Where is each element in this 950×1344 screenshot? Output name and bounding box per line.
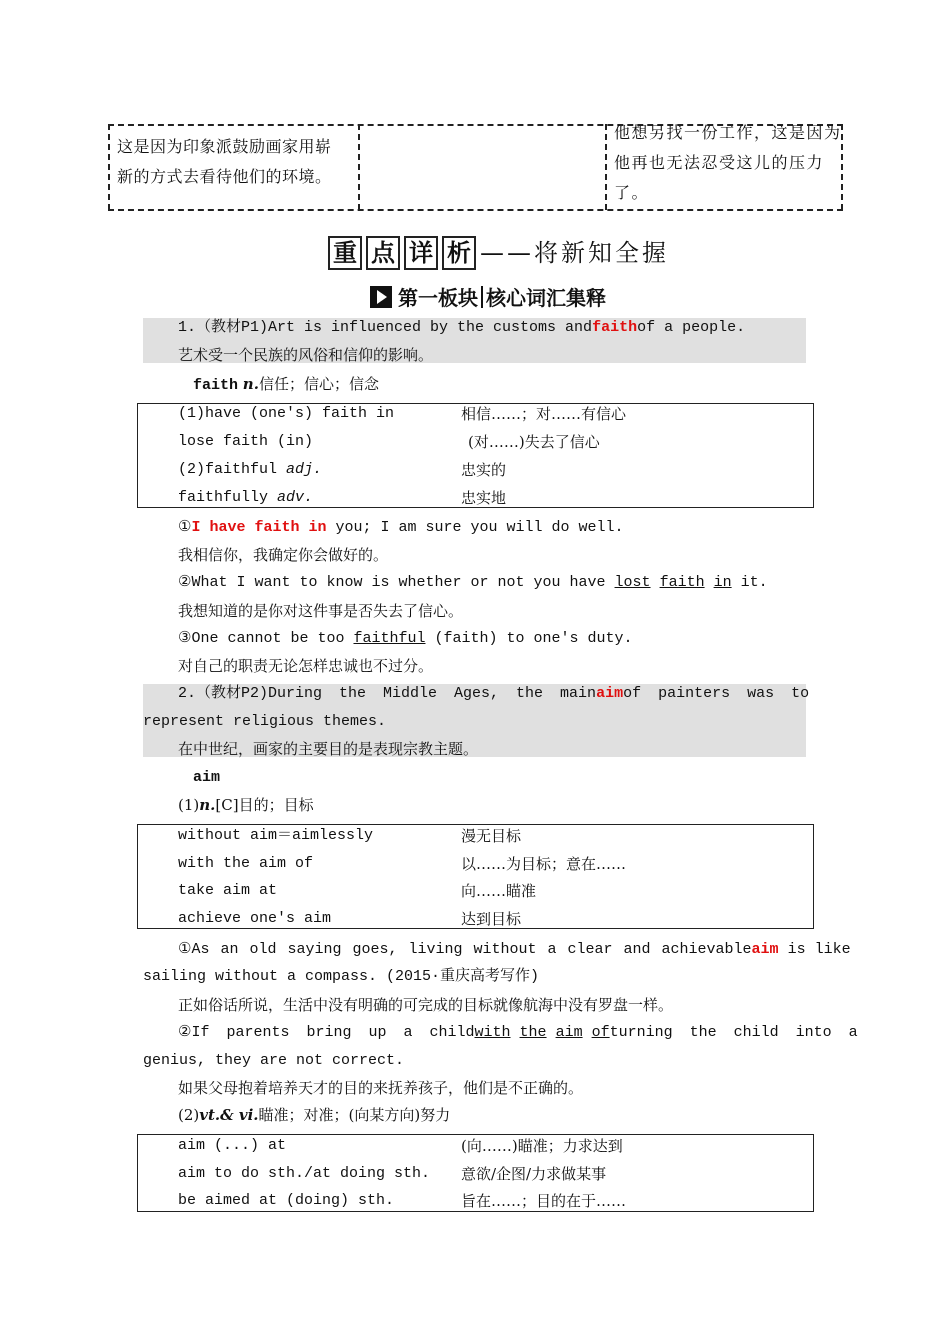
item1-translation: 艺术受一个民族的风俗和信仰的影响。: [178, 346, 434, 364]
item2-source-line1: 2.（教材P2)During the Middle Ages, the main aimof painters was to: [178, 685, 810, 702]
phrase-en: aim (...) at: [178, 1137, 287, 1154]
item1-keyword: faith: [592, 319, 638, 336]
right-cell-line: 他想另找一份工作，这是因为: [614, 123, 842, 142]
item2-example1-line1: ①As an old saying goes, living without a clear and achievable aim is like: [178, 941, 851, 958]
item2-example1-line2: sailing without a compass. (2015·重庆高考写作): [143, 968, 540, 985]
table-divider-1: [358, 124, 360, 210]
phrase-zh: 向……瞄准: [461, 882, 537, 900]
phrase-en: take aim at: [178, 882, 278, 899]
phrase-zh: 忠实地: [461, 489, 507, 507]
item2-source-line2: represent religious themes.: [143, 713, 387, 730]
phrase-zh: 漫无目标: [461, 827, 522, 845]
heading-rest: ——将新知全握: [480, 239, 669, 267]
item2-sense1: (1)n.[C]目的；目标: [178, 796, 314, 814]
phrase-en: lose faith (in): [178, 433, 314, 450]
phrase-zh: 意欲/企图/力求做某事: [461, 1165, 607, 1183]
left-cell-line: 这是因为印象派鼓励画家用崭: [117, 137, 332, 156]
sub-heading-part2: 核心词汇集释: [486, 286, 606, 310]
sub-heading: [370, 284, 606, 312]
item1-example3-zh: 对自己的职责无论怎样忠诚也不过分。: [178, 657, 434, 675]
phrase-zh: 相信……；对……有信心: [461, 405, 627, 423]
phrase-zh: 以……为目标；意在……: [461, 855, 627, 873]
play-icon: [370, 286, 392, 308]
left-cell: [117, 132, 332, 192]
right-cell-line: 了。: [614, 183, 650, 202]
phrase-en: (2)faithful adj.: [178, 461, 323, 478]
item1-example1-zh: 我相信你，我确定你会做好的。: [178, 546, 389, 564]
sub-heading-part1: 第一板块: [398, 286, 478, 310]
heading-divider: [481, 286, 483, 308]
item2-example2-zh: 如果父母抱着培养天才的目的来抚养孩子，他们是不正确的。: [178, 1079, 584, 1097]
phrase-en: aim to do sth./at doing sth.: [178, 1165, 431, 1182]
table-bottom-border: [108, 209, 843, 211]
phrase-en: faithfully adv.: [178, 489, 314, 506]
item1-headword: faith: [193, 377, 239, 394]
item1-source: 1.（教材P1)Art is influenced by the customs andfaithof a people.: [178, 319, 746, 336]
table-left-border: [108, 124, 110, 210]
item1-example1: ①I have faith in you; I am sure you will do well.: [178, 519, 624, 536]
phrase-en: (1)have (one's) faith in: [178, 405, 395, 422]
heading-boxed-char: 析: [442, 236, 476, 270]
item2-example1-zh: 正如俗话所说，生活中没有明确的可完成的目标就像航海中没有罗盘一样。: [178, 996, 674, 1014]
item2-example2-line1: ②If parents bring up a child with the aim of turning the child into a: [178, 1024, 858, 1041]
phrase-zh: (向……)瞄准；力求达到: [461, 1137, 623, 1155]
phrase-zh: 忠实的: [461, 461, 507, 479]
phrase-en: achieve one's aim: [178, 910, 332, 927]
phrase-zh: (对……)失去了信心: [468, 433, 600, 451]
item1-example2-zh: 我想知道的是你对这件事是否失去了信心。: [178, 602, 464, 620]
item2-translation: 在中世纪，画家的主要目的是表现宗教主题。: [178, 740, 479, 758]
phrase-en: with the aim of: [178, 855, 314, 872]
phrase-zh: 旨在……；目的在于……: [461, 1192, 627, 1210]
phrase-zh: 达到目标: [461, 910, 522, 928]
section-heading: [328, 236, 669, 270]
item2-sense2: (2)vt.& vi.瞄准；对准；(向某方向)努力: [178, 1106, 451, 1124]
heading-boxed-char: 重: [328, 236, 362, 270]
right-cell: [614, 118, 842, 208]
table-divider-2: [605, 124, 607, 210]
item2-headword: aim: [193, 769, 221, 786]
phrase-en: be aimed at (doing) sth.: [178, 1192, 395, 1209]
heading-boxed-char: 点: [366, 236, 400, 270]
heading-boxed-char: 详: [404, 236, 438, 270]
left-cell-line: 新的方式去看待他们的环境。: [117, 167, 332, 186]
phrase-en: without aim＝aimlessly: [178, 827, 374, 844]
right-cell-line: 他再也无法忍受这儿的压力: [614, 153, 825, 172]
item2-example2-line2: genius, they are not correct.: [143, 1052, 405, 1069]
item1-example2: ②What I want to know is whether or not you have lost faith in it.: [178, 574, 768, 591]
item1-headword-line: faith n.信任；信心；信念: [193, 375, 379, 394]
item1-example3: ③One cannot be too faithful (faith) to one's duty.: [178, 630, 633, 647]
